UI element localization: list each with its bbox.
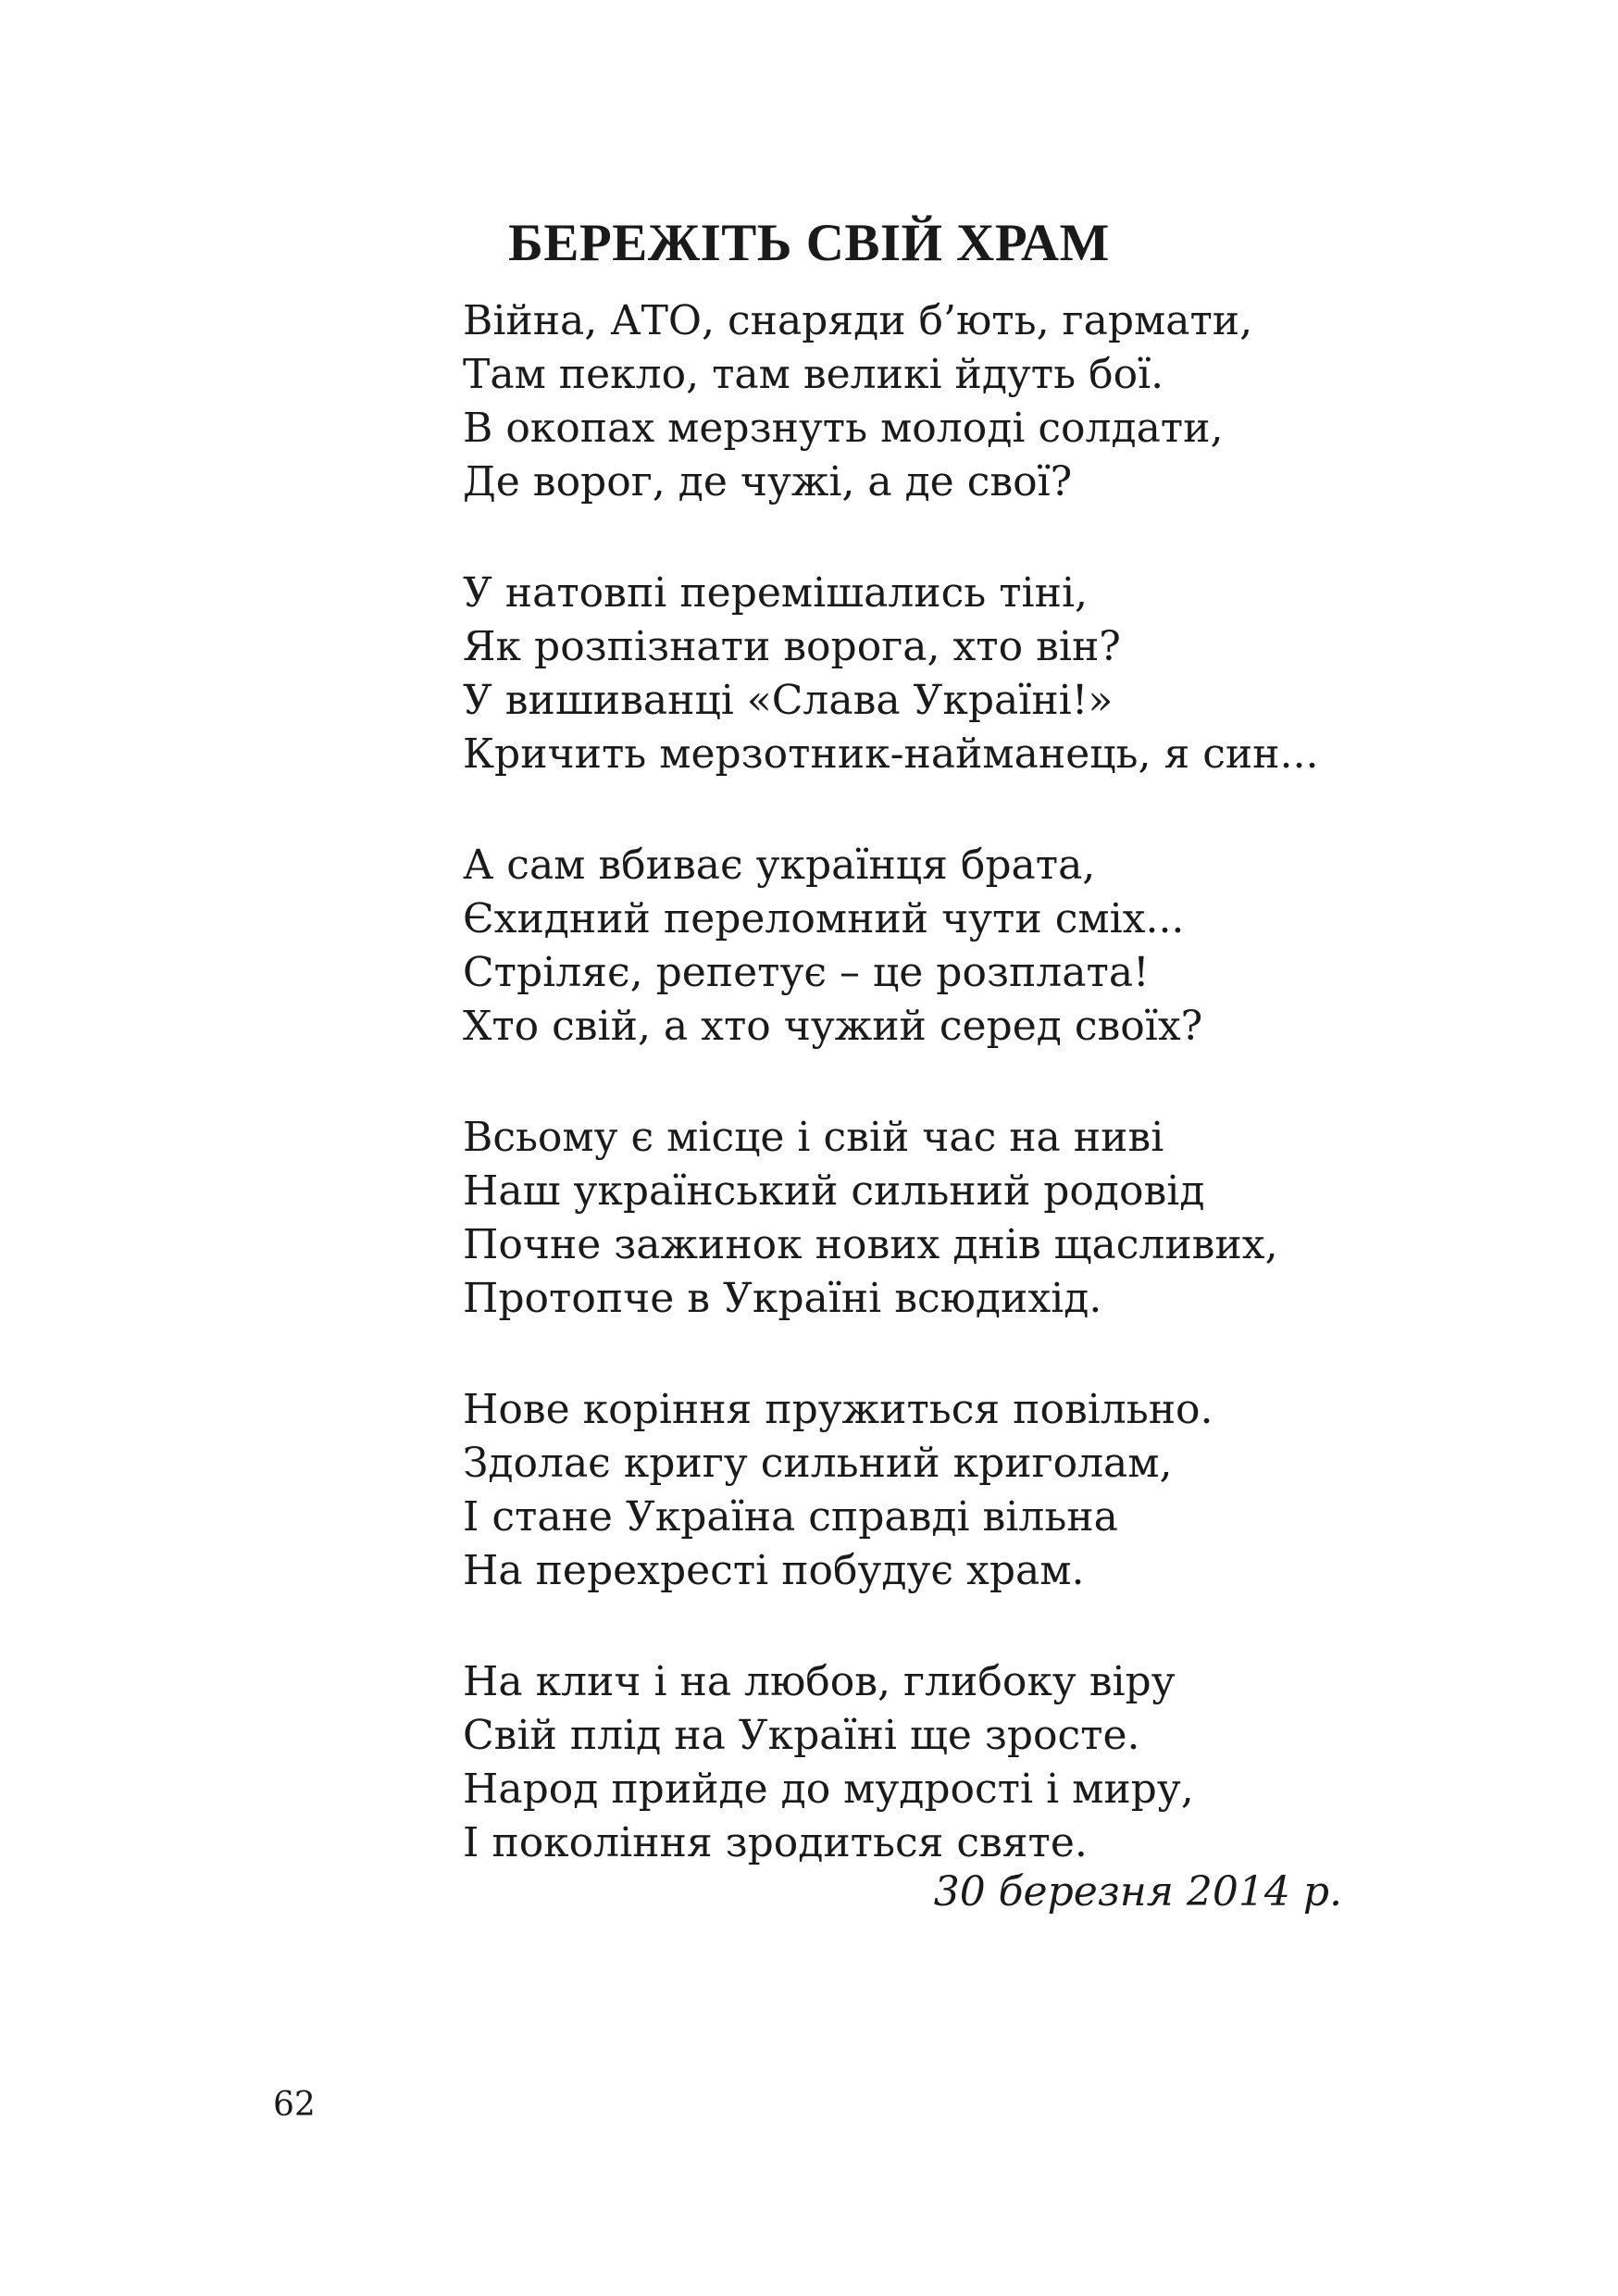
poem-date: 30 березня 2014 р.: [933, 1868, 1342, 1915]
poem-line: Наш український сильний родовід: [463, 1167, 1205, 1215]
poem-line: На перехресті побудує храм.: [463, 1547, 1085, 1594]
stanza-2: [463, 567, 1481, 781]
poem-title: БЕРЕЖІТЬ СВІЙ ХРАМ: [508, 214, 1110, 272]
poem-line: А сам вбиває українця брата,: [463, 842, 1096, 889]
poem-line: Там пекло, там великі йдуть бої.: [463, 351, 1164, 398]
poem-line: Стріляє, репетує – це розплата!: [463, 949, 1150, 996]
poem-line: Війна, АТО, снаряди б’ють, гармати,: [463, 297, 1253, 344]
poem-line: Єхидний переломний чути сміх...: [463, 895, 1185, 942]
poem-line: Свій плід на Україні ще зросте.: [463, 1712, 1140, 1759]
poem-line: У натовпі перемішались тіні,: [463, 569, 1088, 617]
poem-line: Почне зажинок нових днів щасливих,: [463, 1221, 1278, 1268]
poem-line: І стане Україна справді вільна: [463, 1493, 1118, 1541]
stanza-4: [463, 1111, 1481, 1326]
page-number: 62: [273, 2086, 316, 2124]
poem-line: Всьому є місце і свій час на ниві: [463, 1114, 1164, 1161]
poem-line: Здолає кригу сильний криголам,: [463, 1440, 1173, 1487]
poem-line: Як розпізнати ворога, хто він?: [463, 623, 1121, 670]
poem-line: Де ворог, де чужі, а де свої?: [463, 458, 1073, 505]
stanza-1: [463, 294, 1481, 509]
poem-line: На клич і на любов, глибоку віру: [463, 1658, 1176, 1705]
poem-body: [463, 294, 1481, 1870]
poem-line: І покоління зродиться святе.: [463, 1819, 1088, 1866]
poem-line: Кричить мерзотник-найманець, я син...: [463, 730, 1319, 778]
poem-line: В окопах мерзнуть молоді солдати,: [463, 405, 1224, 452]
poem-line: Нове коріння пружиться повільно.: [463, 1386, 1214, 1433]
stanza-5: [463, 1383, 1481, 1598]
poem-line: Хто свій, а хто чужий серед своїх?: [463, 1003, 1203, 1050]
stanza-3: [463, 839, 1481, 1054]
stanza-6: [463, 1655, 1481, 1870]
poem-line: Протопче в Україні всюдихід.: [463, 1275, 1102, 1322]
poem-line: У вишиванці «Слава Україні!»: [463, 677, 1114, 724]
poem-line: Народ прийде до мудрості і миру,: [463, 1766, 1194, 1813]
